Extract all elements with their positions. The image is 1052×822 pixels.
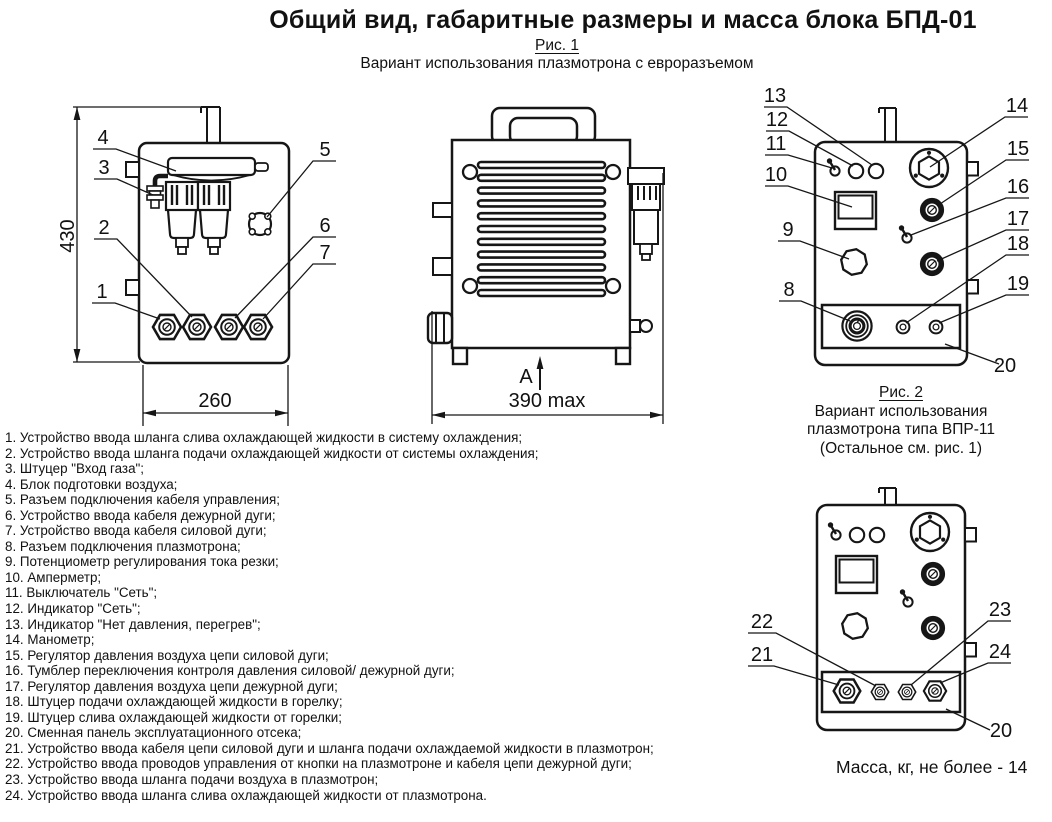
legend-item: 13. Индикатор "Нет давления, перегрев"; xyxy=(5,616,261,632)
foot-icon xyxy=(616,348,630,364)
view-label-text: A xyxy=(519,366,533,388)
hex-gland-icon xyxy=(898,684,915,699)
callout-23: 23 xyxy=(988,599,1012,621)
side-tab-icon xyxy=(126,280,139,295)
legend-item: 19. Штуцер слива охлаждающей жидкости от горелки; xyxy=(5,709,342,725)
fig2-caption-line2: плазмотрона типа ВПР-11 xyxy=(807,421,995,438)
fig2-caption-block xyxy=(751,384,1051,458)
gas-pipe-icon xyxy=(879,108,896,142)
latch-tab-icon xyxy=(965,643,976,657)
legend-item: 6. Устройство ввода кабеля дежурной дуги; xyxy=(5,507,276,523)
callout-4: 4 xyxy=(97,127,109,149)
callout-19: 19 xyxy=(1006,273,1030,295)
fig2-caption-line1: Вариант использования xyxy=(814,402,988,420)
fig1-caption: Вариант использования плазмотрона с евроразъемом xyxy=(360,55,754,72)
fig2-label xyxy=(751,384,1051,403)
legend-item: 17. Регулятор давления воздуха цепи дежурной дуги; xyxy=(5,678,338,694)
callout-17: 17 xyxy=(1006,208,1030,230)
callout-1: 1 xyxy=(96,281,108,303)
callout-10: 10 xyxy=(764,164,788,186)
legend-item: 18. Штуцер подачи охлаждающей жидкости в горелку; xyxy=(5,694,343,710)
hex-gland-icon xyxy=(871,684,888,699)
fig2-caption-line3: (Остальное см. рис. 1) xyxy=(819,439,983,457)
gas-pipe-icon xyxy=(201,107,220,143)
screw-icon xyxy=(463,165,477,179)
gas-pipe-icon xyxy=(879,488,896,505)
screw-icon xyxy=(606,165,620,179)
legend-item: 14. Манометр; xyxy=(5,632,95,648)
dim-depth-text: 390 max xyxy=(508,390,586,412)
callout-20: 20 xyxy=(993,355,1017,377)
hex-gland-icon xyxy=(215,315,243,339)
screw-icon xyxy=(463,279,477,293)
foot-icon xyxy=(453,348,467,364)
callout-22: 22 xyxy=(750,611,774,633)
legend-item: 11. Выключатель "Сеть"; xyxy=(5,585,158,601)
callout-2: 2 xyxy=(98,217,110,239)
side-connector-icon xyxy=(433,258,452,275)
side-filter-icon xyxy=(628,168,664,260)
side-connector-icon xyxy=(433,203,452,217)
legend-item: 22. Устройство ввода проводов управления от кнопки на плазмотроне и кабеля цепи дежурной дуги; xyxy=(5,756,632,772)
latch-tab-icon xyxy=(967,162,978,176)
legend-list xyxy=(5,430,654,803)
legend-item: 9. Потенциометр регулирования тока резки; xyxy=(5,554,279,570)
legend-item: 8. Разъем подключения плазмотрона; xyxy=(5,538,241,554)
service-panel-fig2 xyxy=(822,672,960,712)
view-arrow xyxy=(519,356,543,390)
small-fitting-icon xyxy=(630,320,652,332)
callout-20b: 20 xyxy=(989,720,1013,742)
legend-item: 3. Штуцер "Вход газа"; xyxy=(5,461,144,477)
mass-note: Масса, кг, не более - 14 xyxy=(836,757,1028,777)
side-tab-icon xyxy=(126,162,139,177)
legend-item: 15. Регулятор давления воздуха цепи силовой дуги; xyxy=(5,647,329,663)
callout-6: 6 xyxy=(319,215,331,237)
legend-item: 12. Индикатор "Сеть"; xyxy=(5,601,141,617)
callout-8: 8 xyxy=(783,279,795,301)
service-panel xyxy=(822,305,960,348)
screw-icon xyxy=(606,279,620,293)
legend-item: 10. Амперметр; xyxy=(5,569,102,585)
latch-tab-icon xyxy=(967,280,978,294)
callout-18: 18 xyxy=(1006,233,1030,255)
fig1-rear-view-drawing xyxy=(0,88,345,436)
legend-item: 20. Сменная панель эксплуатационного отсека; xyxy=(5,725,302,741)
legend-item: 2. Устройство ввода шланга подачи охлаждающей жидкости от системы охлаждения; xyxy=(5,445,539,461)
legend-item: 5. Разъем подключения кабеля управления; xyxy=(5,492,280,508)
callout-13: 13 xyxy=(763,85,787,107)
callout-24: 24 xyxy=(988,641,1012,663)
legend-item: 21. Устройство ввода кабеля цепи силовой дуги и шланга подачи охлаждаемой жидкости в плазмотрон; xyxy=(5,740,654,756)
width-dimension xyxy=(143,365,288,426)
legend-item: 23. Устройство ввода шланга подачи воздуха в плазмотрон; xyxy=(5,772,379,788)
latch-tab-icon xyxy=(965,528,976,542)
fig1-front-view-drawing xyxy=(420,88,670,433)
callout-5: 5 xyxy=(319,139,331,161)
fig1-label xyxy=(157,37,957,55)
legend-item: 24. Устройство ввода шланга слива охлаждающей жидкости от плазмотрона. xyxy=(5,787,487,803)
callout-7: 7 xyxy=(319,242,331,264)
torch-connector-icon xyxy=(842,311,871,340)
hex-gland-icon xyxy=(244,315,272,339)
fig1-label-text: Рис. 1 xyxy=(535,37,579,54)
fig1-panel-drawing xyxy=(750,80,1052,390)
callout-14: 14 xyxy=(1005,95,1029,117)
callout-3: 3 xyxy=(98,157,110,179)
callout-11: 11 xyxy=(765,133,787,155)
legend-item: 4. Блок подготовки воздуха; xyxy=(5,476,178,492)
callout-15: 15 xyxy=(1006,138,1030,160)
callout-12: 12 xyxy=(765,109,789,131)
fig2-label-text: Рис. 2 xyxy=(879,384,923,401)
dim-width-text: 260 xyxy=(198,390,232,412)
fig2-panel-drawing xyxy=(740,478,1052,750)
callout-21: 21 xyxy=(750,644,774,666)
dim-height-text: 430 xyxy=(57,219,79,253)
legend-item: 7. Устройство ввода кабеля силовой дуги; xyxy=(5,523,267,539)
hex-gland-icon xyxy=(924,681,946,700)
hex-gland-icon xyxy=(183,315,211,339)
legend-item: 16. Тумблер переключения контроля давления силовой/ дежурной дуги; xyxy=(5,663,455,679)
callout-9: 9 xyxy=(782,219,794,241)
carry-handle-icon xyxy=(492,108,595,144)
page-title: Общий вид, габаритные размеры и масса блока БПД-01 xyxy=(269,6,977,34)
callout-16: 16 xyxy=(1006,176,1030,198)
hex-gland-icon xyxy=(834,680,861,703)
legend-item: 1. Устройство ввода шланга слива охлаждающей жидкости в систему охлаждения; xyxy=(5,430,523,445)
